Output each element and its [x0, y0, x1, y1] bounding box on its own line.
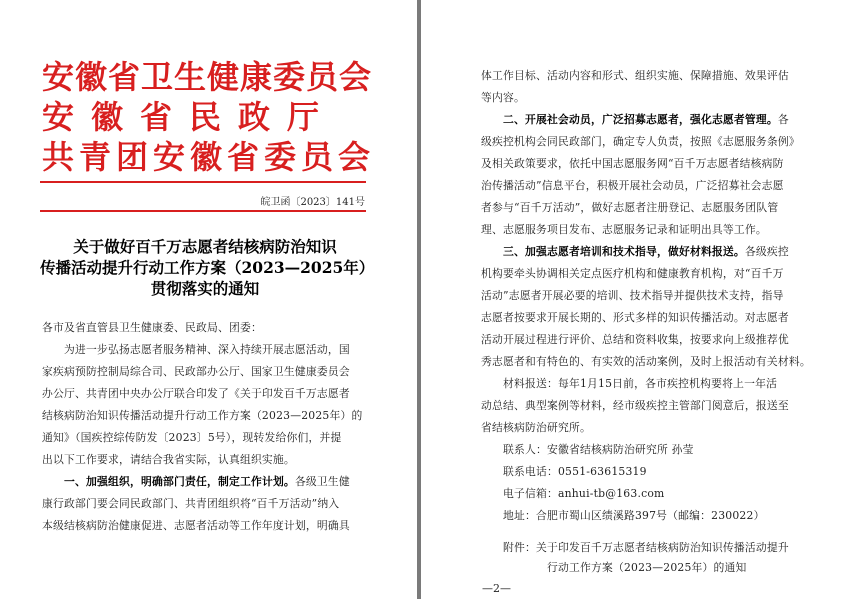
- intro-line: 办公厅、共青团中央办公厅联合印发了《关于印发百千万志愿者: [42, 387, 350, 400]
- section-1-line: 康行政部门要会同民政部门、共青团组织将“百千万活动”纳入: [42, 497, 340, 510]
- intro-line: 为进一步弘扬志愿者服务精神、深入持续开展志愿活动，国: [64, 343, 350, 356]
- section-2-heading-line: [503, 112, 789, 127]
- section-2-line: 及相关政策要求，依托中国志愿服务网“百千万志愿者结核病防: [481, 157, 784, 170]
- section-3-heading: 三、加强志愿者培训和技术指导，做好材料报送。: [503, 245, 745, 258]
- continued-line: 等内容。: [481, 91, 525, 104]
- document-title-line-3: 贯彻落实的通知: [150, 279, 260, 298]
- section-2-heading: 二、开展社会动员，广泛招募志愿者，强化志愿者管理。: [503, 113, 778, 126]
- salutation: 各市及省直管县卫生健康委、民政局、团委：: [42, 321, 262, 334]
- materials-line: 动总结、典型案例等材料，经市级疾控主管部门阅意后，报送至: [481, 399, 789, 412]
- section-3-line: 活动开展过程进行评价、总结和资料收集，按要求向上级推荐优: [481, 333, 789, 346]
- section-3-heading-rest: 各级疾控: [744, 245, 789, 258]
- contact-phone: 联系电话：0551-63615319: [503, 465, 647, 478]
- red-divider-line-lower: [40, 210, 366, 212]
- issuer-header-youth-league: 共青团安徽省委员会: [42, 138, 376, 176]
- materials-line: 材料报送：每年1月15日前，各市疾控机构要将上一年活: [503, 377, 778, 390]
- contact-person: 联系人：安徽省结核病防治研究所 孙莹: [503, 443, 694, 456]
- attachment-line-2: 行动工作方案（2023—2025年）的通知: [547, 561, 747, 574]
- contact-address: 地址：合肥市蜀山区绩溪路397号（邮编：230022）: [503, 509, 765, 522]
- intro-line: 出以下工作要求，请结合我省实际，认真组织实施。: [42, 453, 295, 466]
- materials-line: 省结核病防治研究所。: [481, 421, 591, 434]
- section-1-heading-rest: 各级卫生健: [294, 475, 350, 488]
- section-3-line: 秀志愿者和有特色的、有实效的活动案例，及时上报活动有关材料。: [481, 355, 811, 368]
- section-2-line: 治传播活动”信息平台，积极开展社会动员，广泛招募社会志愿: [481, 179, 784, 192]
- intro-line: 家疾病预防控制局综合司、民政部办公厅、国家卫生健康委员会: [42, 365, 350, 378]
- document-title-line-1: 关于做好百千万志愿者结核病防治知识: [73, 237, 337, 256]
- section-1-heading-line: [64, 474, 350, 489]
- section-2-line: 级疾控机构会同民政部门，确定专人负责，按照《志愿服务条例》: [481, 135, 800, 148]
- section-3-line: 活动”志愿者开展必要的培训、技术指导并提供技术支持，指导: [481, 289, 784, 302]
- document-page-right: [421, 0, 842, 599]
- section-3-line: 机构要牵头协调相关定点医疗机构和健康教育机构，对“百千万: [481, 267, 784, 280]
- section-1-heading: 一、加强组织，明确部门责任，制定工作计划。: [64, 475, 295, 488]
- document-title-line-2: 传播活动提升行动工作方案（2023—2025年）: [40, 258, 375, 277]
- section-2-line: 者参与“百千万活动”，做好志愿者注册登记、志愿服务团队管: [481, 201, 779, 214]
- contact-email: 电子信箱：anhui-tb@163.com: [503, 487, 665, 500]
- section-2-line: 理、志愿服务项目发布、志愿服务记录和证明出具等工作。: [481, 223, 767, 236]
- section-2-heading-rest: 各: [777, 113, 789, 126]
- section-1-line: 本级结核病防治健康促进、志愿者活动等工作年度计划，明确具: [42, 519, 350, 532]
- red-divider-line: [40, 181, 366, 183]
- intro-line: 结核病防治知识传播活动提升行动工作方案（2023—2025年）的: [42, 409, 363, 422]
- section-3-line: 志愿者按要求开展长期的、形式多样的知识传播活动。对志愿者: [481, 311, 789, 324]
- issuer-header-health-commission: 安徽省卫生健康委员会: [42, 58, 373, 96]
- intro-line: 通知》（国疾控综传防发〔2023〕5号），现转发给你们，并提: [42, 431, 342, 444]
- issuer-header-civil-affairs: 安徽省民政厅: [42, 98, 337, 136]
- page-number: —2—: [482, 582, 511, 595]
- continued-line: 体工作目标、活动内容和形式、组织实施、保障措施、效果评估: [481, 69, 789, 82]
- document-page-left: [0, 0, 417, 599]
- section-3-heading-line: [503, 244, 789, 259]
- document-number: 皖卫函〔2023〕141号: [260, 197, 365, 208]
- attachment-line-1: 附件：关于印发百千万志愿者结核病防治知识传播活动提升: [503, 541, 789, 554]
